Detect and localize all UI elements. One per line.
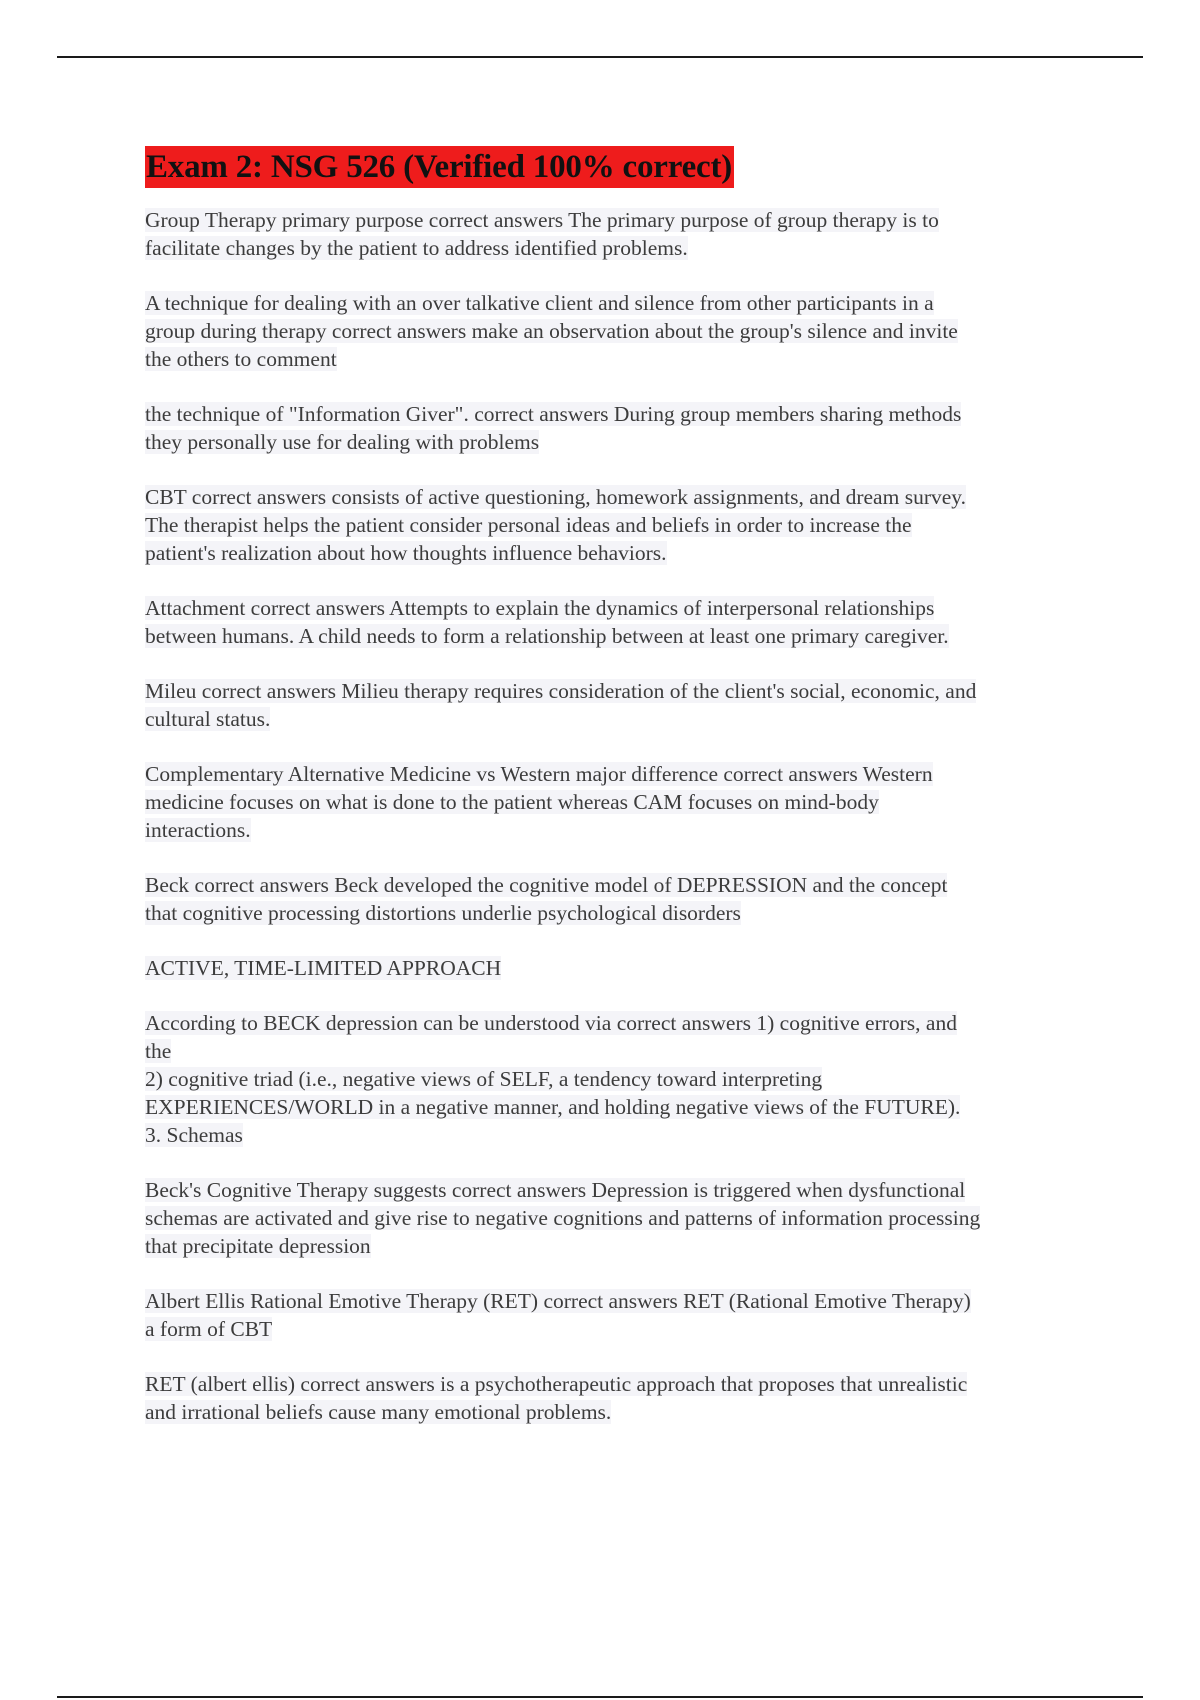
document-body (145, 146, 1090, 1453)
qa-entry-ret-definition: RET (albert ellis) correct answers is a psychotherapeutic approach that proposes that unrealistic and irrational beliefs cause many emotional problems. (145, 1372, 968, 1424)
qa-entry-information-giver: the technique of "Information Giver". correct answers During group members sharing methods they personally use for dealing with problems (145, 402, 962, 454)
document-title: Exam 2: NSG 526 (Verified 100% correct) (145, 146, 734, 188)
qa-entry-mileu: Mileu correct answers Milieu therapy requires consideration of the client's social, economic, and cultural status. (145, 679, 977, 731)
qa-entry-beck-depression: According to BECK depression can be understood via correct answers 1) cognitive errors, and the 2) cognitive triad (i.e., negative views of SELF, a tendency toward interpreting EXPERIENCES/WORLD in a negative manner, and holding negative views of the FUTURE). 3. Schemas (145, 1011, 961, 1147)
bottom-rule (57, 1696, 1143, 1698)
qa-entry-beck: Beck correct answers Beck developed the cognitive model of DEPRESSION and the concept that cognitive processing distortions underlie psychological disorders (145, 873, 948, 925)
qa-entry-active-approach: ACTIVE, TIME-LIMITED APPROACH (145, 956, 502, 980)
qa-entry-beck-cognitive-therapy: Beck's Cognitive Therapy suggests correct answers Depression is triggered when dysfunctional schemas are activated and give rise to negative cognitions and patterns of information processing that precipitate depression (145, 1178, 981, 1258)
qa-entry-talkative-client: A technique for dealing with an over talkative client and silence from other participants in a group during therapy correct answers make an observation about the group's silence and invite the others to comment (145, 291, 958, 371)
qa-entry-cam-vs-western: Complementary Alternative Medicine vs Western major difference correct answers Western medicine focuses on what is done to the patient whereas CAM focuses on mind-body interactions. (145, 762, 933, 842)
qa-list (145, 206, 1090, 1426)
qa-entry-group-therapy: Group Therapy primary purpose correct answers The primary purpose of group therapy is to facilitate changes by the patient to address identified problems. (145, 208, 939, 260)
qa-entry-attachment: Attachment correct answers Attempts to explain the dynamics of interpersonal relationships between humans. A child needs to form a relationship between at least one primary caregiver. (145, 596, 949, 648)
qa-entry-cbt: CBT correct answers consists of active questioning, homework assignments, and dream survey. The therapist helps the patient consider personal ideas and beliefs in order to increase the patient's realization about how thoughts influence behaviors. (145, 485, 966, 565)
qa-entry-ellis-ret: Albert Ellis Rational Emotive Therapy (RET) correct answers RET (Rational Emotive Therapy) a form of CBT (145, 1289, 971, 1341)
top-rule (57, 56, 1143, 58)
